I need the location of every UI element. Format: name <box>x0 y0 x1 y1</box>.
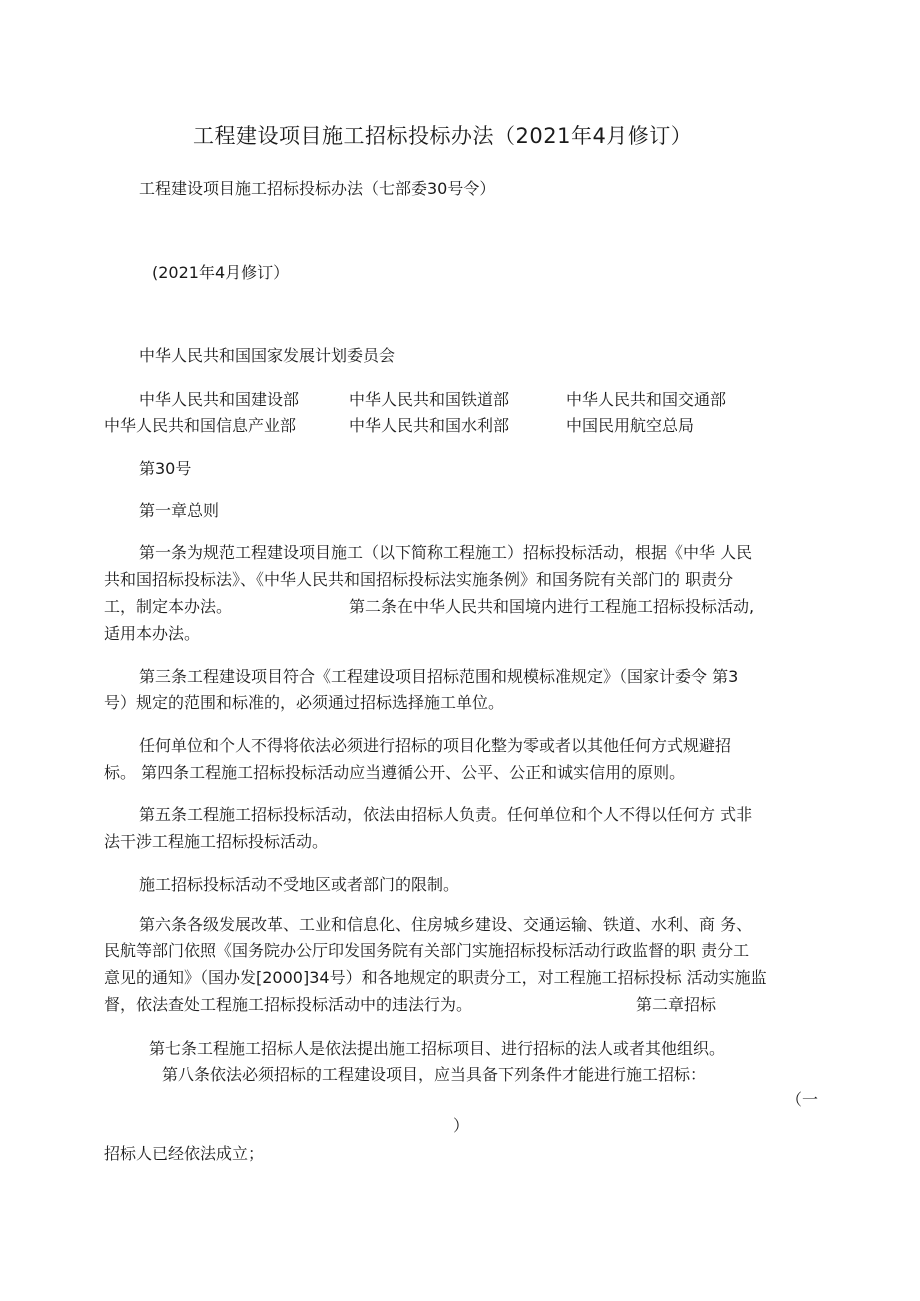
list-item-open-paren: （一 <box>786 1090 819 1109</box>
article-6-line-2: 民航等部门依照《国务院办公厅印发国务院有关部门实施招标投标活动行政监督的职 责分工 <box>104 941 750 960</box>
article-5-line-2: 法干涉工程施工招标投标活动。 <box>104 832 329 851</box>
issuer-transport: 中华人民共和国交通部 <box>566 390 727 409</box>
revision-note: (2021年4月修订） <box>152 263 290 282</box>
article-7: 第七条工程施工招标人是依法提出施工招标项目、进行招标的法人或者其他组织。 <box>149 1039 726 1058</box>
issuer-aviation: 中国民用航空总局 <box>566 416 695 435</box>
issuer-railway: 中华人民共和国铁道部 <box>349 390 510 409</box>
issuer-information: 中华人民共和国信息产业部 <box>104 416 297 435</box>
document-subtitle: 工程建设项目施工招标投标办法（七部委30号令） <box>139 179 496 198</box>
issuer-line: 中华人民共和国国家发展计划委员会 <box>139 346 396 365</box>
chapter-heading: 第一章总则 <box>139 501 220 520</box>
order-number: 第30号 <box>139 459 192 478</box>
article-5b: 施工招标投标活动不受地区或者部门的限制。 <box>139 875 460 894</box>
article-5-line-1: 第五条工程施工招标投标活动，依法由招标人负责。任何单位和个人不得以任何方 式非 <box>139 805 753 824</box>
article-6-line-1: 第六条各级发展改革、工业和信息化、住房城乡建设、交通运输、铁道、水利、商 务、 <box>139 915 753 934</box>
article-2-line-1: 第二条在中华人民共和国境内进行工程施工招标投标活动, <box>349 597 755 616</box>
article-1-line-1: 第一条为规范工程建设项目施工（以下简称工程施工）招标投标活动，根据《中华 人民 <box>139 543 753 562</box>
article-3b-line-1: 任何单位和个人不得将依法必须进行招标的项目化整为零或者以其他任何方式规避招 <box>139 736 732 755</box>
issuer-construction: 中华人民共和国建设部 <box>139 390 300 409</box>
list-item-close-paren: ） <box>453 1116 470 1135</box>
document-title: 工程建设项目施工招标投标办法（2021年4月修订） <box>193 124 693 148</box>
article-1-line-3: 工，制定本办法。 <box>104 597 233 616</box>
article-6-line-3: 意见的通知》（国办发[2000]34号）和各地规定的职责分工，对工程施工招标投标 活动实施监 <box>104 968 767 987</box>
article-6-line-4: 督，依法查处工程施工招标投标活动中的违法行为。 <box>104 995 473 1014</box>
chapter-2-heading: 第二章招标 <box>636 995 717 1014</box>
article-1-line-2: 共和国招标投标法》、《中华人民共和国招标投标法实施条例》和国务院有关部门的 职责分 <box>104 570 734 589</box>
article-3b-line-2: 标。 第四条工程施工招标投标活动应当遵循公开、公平、公正和诚实信用的原则。 <box>104 763 686 782</box>
article-3-line-1: 第三条工程建设项目符合《工程建设项目招标范围和规模标准规定》（国家计委令 第3 <box>139 667 739 686</box>
article-2-line-2: 适用本办法。 <box>104 624 201 643</box>
issuer-water: 中华人民共和国水利部 <box>349 416 510 435</box>
list-item-1: 招标人已经依法成立； <box>104 1144 265 1163</box>
article-8: 第八条依法必须招标的工程建设项目，应当具备下列条件才能进行施工招标： <box>162 1065 707 1084</box>
article-3-line-2: 号）规定的范围和标准的，必须通过招标选择施工单位。 <box>104 693 505 712</box>
